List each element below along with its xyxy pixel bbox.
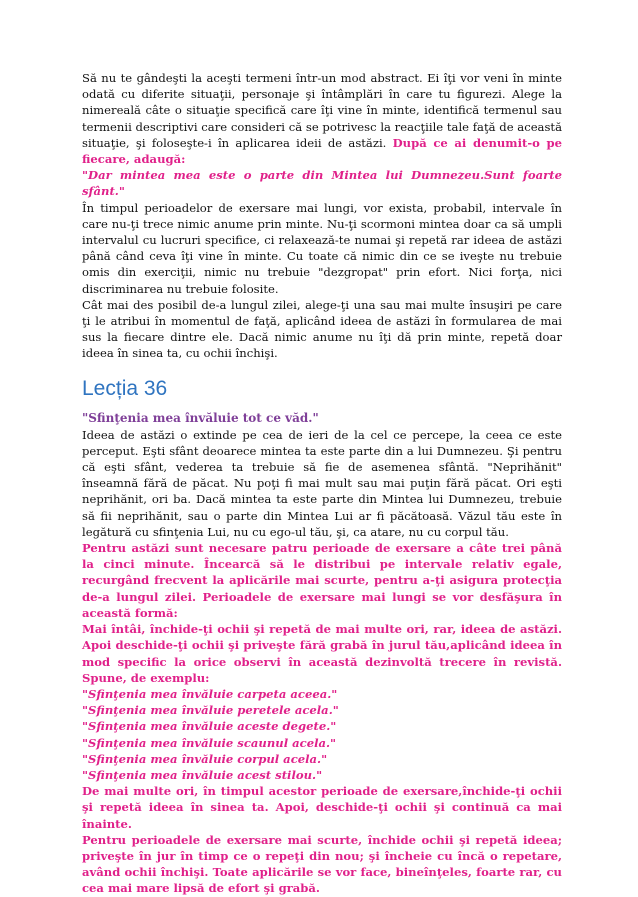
lesson-instructions-2: Mai întâi, închide-ţi ochii şi repetă de mai multe ori, rar, ideea de astăzi. Apoi deschide-ţi ochii şi priveşte fără grabă în jurul tău,aplicând ideea în mod specific la orice observi în această dezinvoltă trecere în revistă. Spune, de exemplu:	[82, 622, 562, 685]
lesson-title: Lecția 36	[82, 376, 168, 400]
lesson-instructions-4: Pentru perioadele de exersare mai scurte, închide ochii şi repetă ideea; priveşte în jur în timp ce o repeţi din nou; şi încheie cu încă o repetare, având ochii închişi. Toate aplicările se vor face, bineînţeles, foarte rar, cu cea mai mare lipsă de efort şi grabă.	[82, 832, 562, 896]
example-line: "Sfinţenia mea învăluie carpeta aceea."	[82, 686, 338, 701]
intro-paragraph-2: În timpul perioadelor de exersare mai lungi, vor exista, probabil, intervale în care nu-ţi trece nimic anume prin minte. Nu-ţi scormoni mintea doar ca să umpli intervalul cu lucruri specifice, ci relaxează-te numai şi repetă rar ideea de astăzi până când ceva îţi vine în minte. Cu toate că nimic din ce se iveşte nu trebuie omis din exerciţii, nimic nu trebuie "dezgropat" prin efort. Nici forţa, nici discriminarea nu trebuie folosite.	[82, 200, 562, 296]
example-line: "Sfinţenia mea învăluie corpul acela."	[82, 751, 328, 766]
intro-paragraph-1	[82, 70, 562, 167]
lesson-instructions-1: Pentru astăzi sunt necesare patru perioade de exersare a câte trei până la cinci minute. Încearcă să le distribui pe intervale relativ egale, recurgând frecvent la aplicările mai scurte, pentru a-ţi asigura protecţia de-a lungul zilei. Perioadele de exersare mai lungi se vor desfăşura în această formă:	[82, 541, 562, 620]
example-line: "Sfinţenia mea învăluie scaunul acela."	[82, 735, 337, 750]
intro-quote: "Dar mintea mea este o parte din Mintea lui Dumnezeu.Sunt foarte sfânt."	[82, 168, 562, 199]
lesson-paragraph-1: Ideea de astăzi o extinde pe cea de ieri de la cel ce percepe, la ceea ce este perceput. Eşti sfânt deoarece mintea ta este parte din a lui Dumnezeu. Şi pentru că eşti sfânt, vederea ta trebuie să fie de asemenea sfântă. "Neprihănit" înseamnă fără de păcat. Nu poţi fi mai mult sau mai puţin fără păcat. Ori eşti neprihănit, ori ba. Dacă mintea ta este parte din Mintea lui Dumnezeu, trebuie să fii neprihănit, sau o parte din Mintea Lui ar fi păcătoasă. Văzul tău este în legătură cu sfinţenia Lui, nu cu ego-ul tău, şi, ca atare, nu cu corpul tău.	[82, 427, 562, 539]
example-line: "Sfinţenia mea învăluie aceste degete."	[82, 719, 337, 734]
document-page	[82, 70, 562, 897]
example-line: "Sfinţenia mea învăluie acest stilou."	[82, 767, 323, 782]
intro-paragraph-1-highlight: După ce ai denumit-o pe fiecare, adaugă:	[82, 135, 562, 167]
intro-paragraph-1-text: Să nu te gândeşti la aceşti termeni într-un mod abstract. Ei îţi vor veni în minte odată cu diferite situaţii, personaje şi întâmplări în care tu figurezi. Alege la nimereală câte o situaţie specifică care îţi vine în minte, identifică termenul sau termenii descriptivi care consideri că se potrivesc la reacţiile tale faţă de această situaţie, şi foloseşte-i în aplicarea ideii de astăzi.	[82, 71, 562, 150]
intro-paragraph-3: Cât mai des posibil de-a lungul zilei, alege-ţi una sau mai multe însuşiri pe care ţi le atribui în momentul de faţă, aplicând ideea de astăzi în formularea de mai sus la fiecare dintre ele. Dacă nimic anume nu îţi dă prin minte, repetă doar ideea în sinea ta, cu ochii închişi.	[82, 297, 562, 361]
lesson-instructions-3: De mai multe ori, în timpul acestor perioade de exersare,închide-ţi ochii şi repetă ideea în sinea ta. Apoi, deschide-ţi ochii şi continuă ca mai înainte.	[82, 784, 562, 831]
lesson-idea: "Sfinţenia mea învăluie tot ce văd."	[82, 410, 319, 425]
example-line: "Sfinţenia mea învăluie peretele acela."	[82, 703, 339, 718]
